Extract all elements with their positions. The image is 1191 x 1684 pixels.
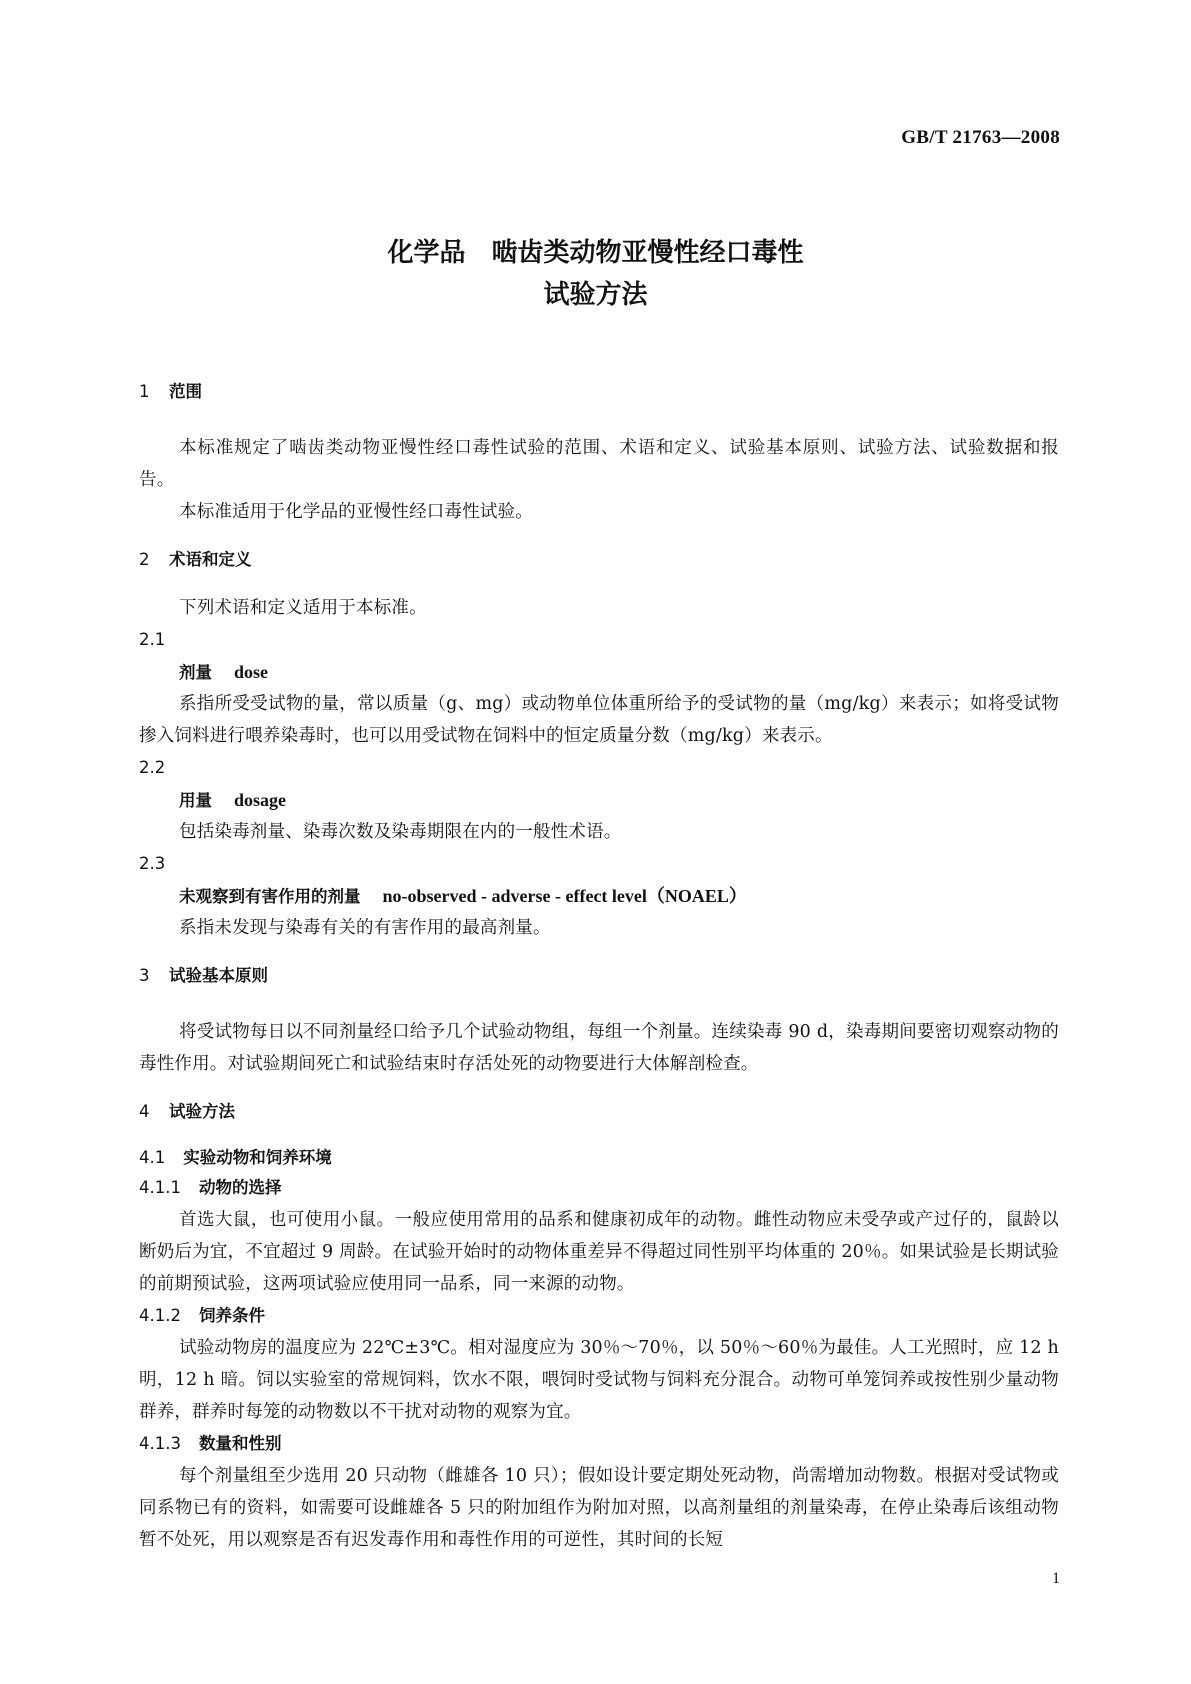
section-1-heading [139,378,1059,406]
term-en: no-observed - adverse - effect level（NOAEL） [382,886,747,906]
section-number: 4.1.1 [139,1178,181,1197]
term-number: 2.1 [139,630,166,649]
section-number: 4 [139,1102,150,1121]
document-title [0,232,1191,316]
term-heading [139,784,1059,816]
term-zh: 用量 [179,791,212,810]
section-3-heading [139,962,1059,990]
section-title: 术语和定义 [169,550,252,569]
section-4-heading [139,1098,1059,1126]
title-line-1: 化学品 啮齿类动物亚慢性经口毒性 [387,238,804,268]
paragraph: 本标准规定了啮齿类动物亚慢性经口毒性试验的范围、术语和定义、试验基本原则、试验方法、试验数据和报告。 [139,438,1059,490]
section-title: 饲养条件 [198,1306,265,1325]
section-title: 试验方法 [169,1102,235,1121]
term-number: 2.3 [139,854,166,873]
section-title: 实验动物和饲养环境 [183,1148,332,1167]
paragraph: 每个剂量组至少选用 20 只动物（雌雄各 10 只）；假如设计要定期处死动物，尚需增加动物数。根据对受试物或同系物已有的资料，如需要可设雌雄各 5 只的附加组作为附加对照，以高剂量组的剂量染毒，在停止染毒后该组动物暂不处死，用以观察是否有迟发毒作用和毒性作用的可逆性，其时间的长短 [139,1466,1059,1550]
paragraph: 本标准适用于化学品的亚慢性经口毒性试验。 [179,502,533,522]
term-heading [139,656,1059,688]
section-title: 试验基本原则 [169,966,268,985]
term-en: dosage [234,790,287,810]
subsection-4-1-heading [139,1144,1059,1172]
section-number: 4.1.3 [139,1434,181,1453]
section-2-heading [139,546,1059,574]
term-heading [139,880,1059,912]
section-number: 4.1.2 [139,1306,181,1325]
page-number: 1 [1052,1570,1060,1587]
standard-code: GB/T 21763—2008 [901,127,1060,148]
term-zh: 未观察到有害作用的剂量 [179,887,361,906]
section-number: 1 [139,382,150,401]
paragraph: 试验动物房的温度应为 22℃±3℃。相对湿度应为 30％～70％，以 50％～60％为最佳。人工光照时，应 12 h 明，12 h 暗。饲以实验室的常规饲料，饮水不限，喂饲时受试物与饲料充分混合。动物可单笼饲养或按性别少量动物群养，群养时每笼的动物数以不干扰对动物的观察为宜。 [139,1338,1059,1422]
subsection-4-1-3-heading [139,1428,1059,1460]
paragraph: 下列术语和定义适用于本标准。 [179,598,427,618]
paragraph: 首选大鼠，也可使用小鼠。一般应使用常用的品系和健康初成年的动物。雌性动物应未受孕或产过仔的，鼠龄以断奶后为宜，不宜超过 9 周龄。在试验开始时的动物体重差异不得超过同性别平均体重的 20％。如果试验是长期试验的前期预试验，这两项试验应使用同一品系，同一来源的动物。 [139,1210,1059,1294]
term-zh: 剂量 [179,663,212,682]
title-line-2: 试验方法 [543,280,648,310]
section-title: 范围 [169,382,202,401]
term-definition: 系指未发现与染毒有关的有害作用的最高剂量。 [179,918,551,938]
term-number: 2.2 [139,758,166,777]
document-body [139,378,1059,1556]
subsection-4-1-1-heading [139,1172,1059,1204]
term-definition: 系指所受受试物的量，常以质量（g、mg）或动物单位体重所给予的受试物的量（mg/kg）来表示；如将受试物掺入饲料进行喂养染毒时，也可以用受试物在饲料中的恒定质量分数（mg/kg）来表示。 [139,694,1059,746]
section-title: 数量和性别 [198,1434,282,1453]
term-definition: 包括染毒剂量、染毒次数及染毒期限在内的一般性术语。 [179,822,622,842]
section-number: 4.1 [139,1148,166,1167]
section-number: 2 [139,550,150,569]
term-en: dose [234,662,269,682]
subsection-4-1-2-heading [139,1300,1059,1332]
section-number: 3 [139,966,150,985]
section-title: 动物的选择 [198,1178,282,1197]
paragraph: 将受试物每日以不同剂量经口给予几个试验动物组，每组一个剂量。连续染毒 90 d，染毒期间要密切观察动物的毒性作用。对试验期间死亡和试验结束时存活处死的动物要进行大体解剖检查。 [139,1022,1059,1074]
